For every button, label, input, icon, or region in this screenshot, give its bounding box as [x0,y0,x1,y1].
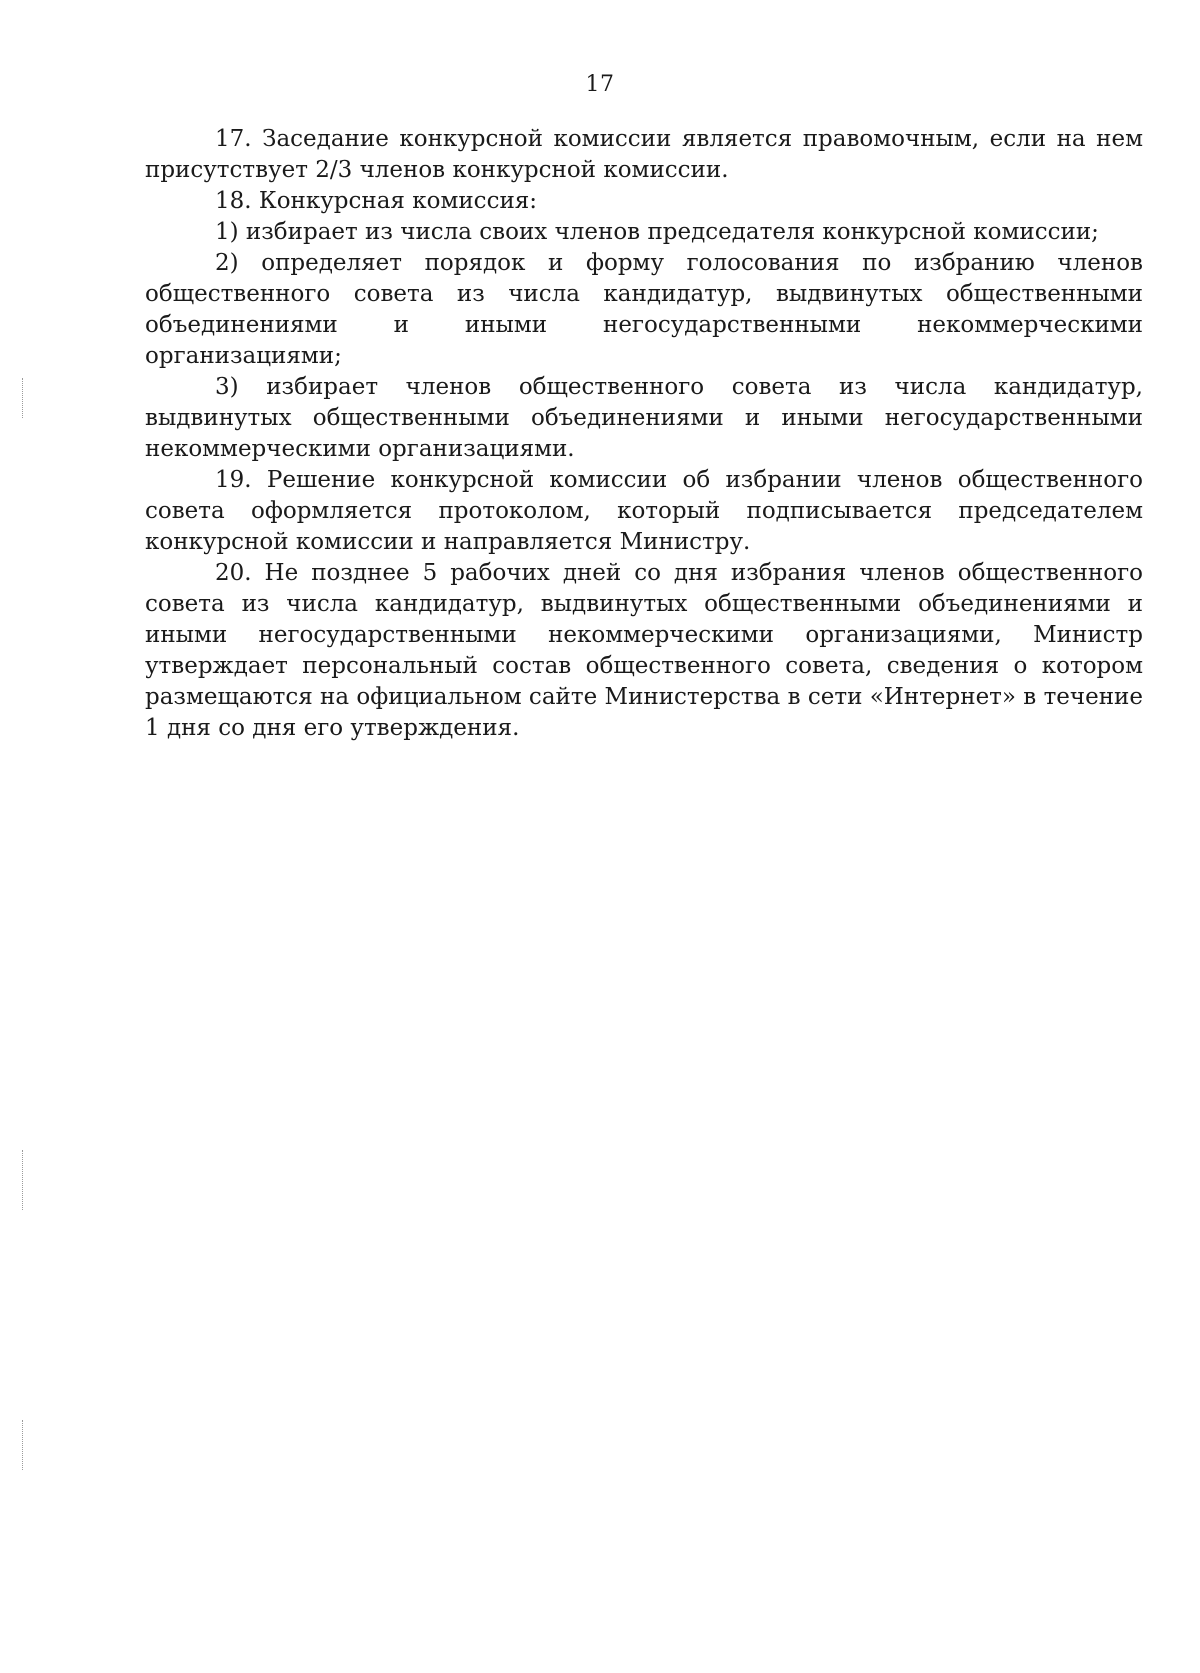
document-body [145,124,1143,744]
page-number: 17 [585,72,615,97]
paragraph-18-item-2: 2) определяет порядок и форму голосования по избранию членов общественного совета из числа кандидатур, выдвинутых общественными объединениями и иными негосударственными некоммерческими организациями; [145,250,1143,369]
scan-edge-mark [22,378,24,418]
paragraph-17: 17. Заседание конкурсной комиссии является правомочным, если на нем присутствует 2/3 членов конкурсной комиссии. [145,126,1143,183]
paragraph-18: 18. Конкурсная комиссия: [215,188,538,214]
paragraph-20: 20. Не позднее 5 рабочих дней со дня избрания членов общественного совета из числа кандидатур, выдвинутых общественными объединениями и иными негосударственными некоммерческими организациями, Министр утверждает персональный состав общественного совета, сведения о котором размещаются на официальном сайте Министерства в сети «Интернет» в течение 1 дня со дня его утверждения. [145,560,1143,741]
paragraph-18-item-1: 1) избирает из числа своих членов председателя конкурсной комиссии; [215,219,1099,245]
scan-edge-mark [22,1420,24,1470]
paragraph-19: 19. Решение конкурсной комиссии об избрании членов общественного совета оформляется протоколом, который подписывается председателем конкурсной комиссии и направляется Министру. [145,467,1143,555]
paragraph-18-item-3: 3) избирает членов общественного совета из числа кандидатур, выдвинутых общественными объединениями и иными негосударственными некоммерческими организациями. [145,374,1143,462]
scan-edge-mark [22,1150,24,1210]
